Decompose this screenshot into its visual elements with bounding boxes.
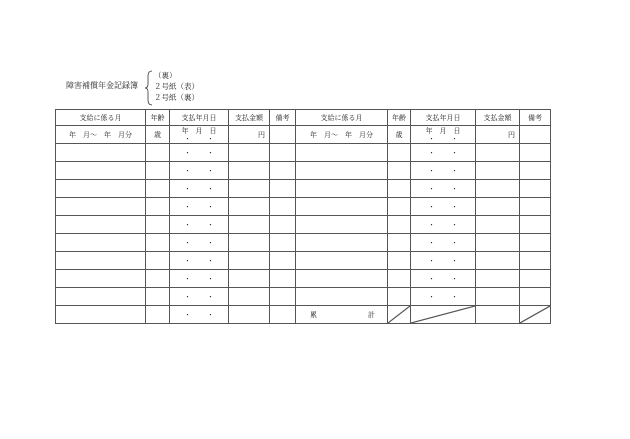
month-cell[interactable] [56,216,146,234]
date-dot: ・ [428,134,435,143]
age-cell[interactable] [146,144,170,162]
amount-unit-label: 円 [476,126,520,144]
date-dot: ・ [428,220,435,229]
date-dot: ・ [184,274,191,283]
ledger-row [56,270,551,288]
month-cell[interactable] [56,234,146,252]
date-dot: ・ [184,202,191,211]
date-dot: ・ [207,274,214,283]
remarks-cell[interactable] [520,288,551,306]
pay-date-cell[interactable] [411,216,476,234]
date-dot: ・ [428,166,435,175]
amount-cell[interactable] [476,144,520,162]
pay-date-cell[interactable] [170,234,229,252]
remarks-cell [520,126,551,144]
age-unit-label: 歳 [388,126,411,144]
date-dot: ・ [184,256,191,265]
remarks-cell[interactable] [520,234,551,252]
amount-cell[interactable] [229,234,270,252]
form-type-item: ２号紙（裏） [154,93,199,102]
remarks-cell[interactable] [520,180,551,198]
date-dot: ・ [184,292,191,301]
pay-date-cell[interactable] [170,180,229,198]
date-separator-dots [170,220,228,230]
brace-icon [144,70,154,106]
month-cell[interactable] [296,270,388,288]
date-dot: ・ [451,202,458,211]
ledger-row [56,288,551,306]
date-separator-dots [170,310,228,320]
date-separator-dots [411,274,475,284]
month-cell[interactable] [296,180,388,198]
ledger-row [56,216,551,234]
date-dot: ・ [207,184,214,193]
age-cell[interactable] [388,198,411,216]
diagonal-line [388,306,410,323]
age-cell[interactable] [146,216,170,234]
date-dot: ・ [451,166,458,175]
month-cell[interactable] [296,198,388,216]
unit-row [56,126,551,144]
pay-date-cell[interactable] [170,198,229,216]
date-dot: ・ [451,184,458,193]
month-range-label: 年 月〜 年 月分 [56,126,146,144]
col-header-month: 支給に係る月 [56,110,146,126]
pay-date-cell[interactable] [170,216,229,234]
date-dot: ・ [207,166,214,175]
disabled-pay-date-cell [411,306,476,324]
date-dot: ・ [451,274,458,283]
date-separator-dots [411,184,475,194]
ledger-row [56,180,551,198]
amount-cell[interactable] [476,288,520,306]
age-cell[interactable] [388,162,411,180]
col-header-remarks: 備考 [270,110,296,126]
month-cell[interactable] [296,234,388,252]
remarks-cell[interactable] [270,198,296,216]
remarks-cell[interactable] [270,306,296,324]
pay-date-cell[interactable] [411,288,476,306]
age-unit-label: 歳 [146,126,170,144]
date-separator-dots [170,238,228,248]
month-cell[interactable] [56,252,146,270]
date-dot: ・ [428,274,435,283]
remarks-cell[interactable] [270,180,296,198]
total-label-2: 計 [368,311,375,319]
month-cell[interactable] [56,270,146,288]
month-range-label: 年 月〜 年 月分 [296,126,388,144]
ledger-row [56,162,551,180]
age-cell[interactable] [146,252,170,270]
date-dot: ・ [428,292,435,301]
col-header-amount: 支払金額 [229,110,270,126]
remarks-cell[interactable] [270,144,296,162]
remarks-cell[interactable] [520,270,551,288]
amount-cell[interactable] [476,252,520,270]
month-cell[interactable] [56,306,146,324]
date-separator-dots [411,166,475,176]
amount-cell[interactable] [229,288,270,306]
month-cell[interactable] [296,288,388,306]
col-header-age: 年齢 [146,110,170,126]
date-dot: ・ [207,256,214,265]
disabled-remarks-cell [520,306,551,324]
date-dot: ・ [207,148,214,157]
date-dot: ・ [428,148,435,157]
ledger-table [55,109,551,324]
amount-cell[interactable] [476,162,520,180]
amount-cell[interactable] [229,252,270,270]
date-dot: ・ [184,310,191,319]
date-dot: ・ [207,238,214,247]
age-cell[interactable] [388,234,411,252]
date-dot: ・ [207,310,214,319]
disabled-age-cell [388,306,411,324]
date-separator-dots [170,166,228,176]
form-type-item: （裏） [154,71,177,80]
date-dot: ・ [451,220,458,229]
month-cell[interactable] [296,162,388,180]
date-dot: ・ [451,238,458,247]
pay-date-unit-text: 年 月 日 [181,126,217,135]
age-cell[interactable] [146,162,170,180]
age-cell[interactable] [146,270,170,288]
amount-cell[interactable] [229,162,270,180]
total-amount-cell[interactable] [476,306,520,324]
date-dot: ・ [184,184,191,193]
col-header-age: 年齢 [388,110,411,126]
month-cell[interactable] [56,288,146,306]
pay-date-cell[interactable] [411,234,476,252]
date-separator-dots [170,184,228,194]
date-separator-dots [170,274,228,284]
amount-cell[interactable] [476,180,520,198]
date-dot: ・ [184,134,191,143]
amount-cell[interactable] [229,270,270,288]
amount-cell[interactable] [476,216,520,234]
date-separator-dots [411,220,475,230]
age-cell[interactable] [146,198,170,216]
date-dot: ・ [207,292,214,301]
date-dot: ・ [451,292,458,301]
age-cell[interactable] [146,306,170,324]
amount-cell[interactable] [476,234,520,252]
remarks-cell[interactable] [270,234,296,252]
age-cell[interactable] [146,234,170,252]
age-cell[interactable] [388,288,411,306]
amount-cell[interactable] [476,270,520,288]
pay-date-cell[interactable] [170,144,229,162]
date-separator-dots [170,135,228,143]
pay-date-cell[interactable] [411,180,476,198]
age-cell[interactable] [388,144,411,162]
date-dot: ・ [184,166,191,175]
age-cell[interactable] [388,252,411,270]
ledger-row [56,252,551,270]
form-type-item: ２号紙（表） [154,82,199,91]
header-row [56,110,551,126]
form-type-list [154,70,199,103]
date-dot: ・ [428,238,435,247]
date-separator-dots [411,292,475,302]
month-cell[interactable] [56,144,146,162]
age-cell[interactable] [146,180,170,198]
diagonal-line [520,306,550,323]
col-header-remarks: 備考 [520,110,551,126]
col-header-month: 支給に係る月 [296,110,388,126]
remarks-cell[interactable] [270,288,296,306]
remarks-cell[interactable] [270,252,296,270]
date-separator-dots [411,238,475,248]
ledger-row [56,198,551,216]
pay-date-cell[interactable] [411,198,476,216]
date-dot: ・ [184,220,191,229]
remarks-cell[interactable] [270,162,296,180]
col-header-amount: 支払金額 [476,110,520,126]
pay-date-cell[interactable] [411,270,476,288]
amount-unit-label: 円 [229,126,270,144]
month-cell[interactable] [56,180,146,198]
date-separator-dots [411,135,475,143]
remarks-cell [270,126,296,144]
age-cell[interactable] [146,288,170,306]
remarks-cell[interactable] [520,198,551,216]
date-separator-dots [170,256,228,266]
pay-date-cell[interactable] [170,306,229,324]
date-separator-dots [411,202,475,212]
col-header-pay-date: 支払年月日 [170,110,229,126]
month-cell[interactable] [296,216,388,234]
date-dot: ・ [428,256,435,265]
pay-date-unit-label [411,126,476,144]
date-separator-dots [170,292,228,302]
date-dot: ・ [207,202,214,211]
ledger-row [56,234,551,252]
pay-date-cell[interactable] [170,162,229,180]
diagonal-line [411,306,475,323]
date-dot: ・ [428,202,435,211]
remarks-cell[interactable] [270,270,296,288]
remarks-cell[interactable] [520,144,551,162]
amount-cell[interactable] [476,198,520,216]
ledger-title: 障害補償年金記録簿 [66,81,138,90]
date-dot: ・ [451,134,458,143]
pay-date-cell[interactable] [411,162,476,180]
total-row [56,306,551,324]
pay-date-unit-text: 年 月 日 [425,126,461,135]
date-dot: ・ [207,220,214,229]
remarks-cell[interactable] [520,252,551,270]
date-dot: ・ [451,256,458,265]
pay-date-cell[interactable] [170,288,229,306]
month-cell[interactable] [296,252,388,270]
month-cell[interactable] [296,144,388,162]
pay-date-cell[interactable] [170,252,229,270]
month-cell[interactable] [56,162,146,180]
amount-cell[interactable] [229,180,270,198]
ledger-row [56,144,551,162]
date-separator-dots [170,202,228,212]
date-dot: ・ [428,184,435,193]
month-cell[interactable] [56,198,146,216]
total-label-cell [296,306,388,324]
date-dot: ・ [451,148,458,157]
total-label-1: 累 [310,311,317,319]
remarks-cell[interactable] [270,216,296,234]
pay-date-unit-label [170,126,229,144]
pay-date-cell[interactable] [411,144,476,162]
remarks-cell[interactable] [520,162,551,180]
date-dot: ・ [184,238,191,247]
amount-cell[interactable] [229,216,270,234]
amount-cell[interactable] [229,198,270,216]
date-separator-dots [411,256,475,266]
amount-cell[interactable] [229,144,270,162]
date-dot: ・ [207,134,214,143]
pay-date-cell[interactable] [411,252,476,270]
date-dot: ・ [184,148,191,157]
age-cell[interactable] [388,270,411,288]
date-separator-dots [411,148,475,158]
date-separator-dots [170,148,228,158]
col-header-pay-date: 支払年月日 [411,110,476,126]
age-cell[interactable] [388,180,411,198]
remarks-cell[interactable] [520,216,551,234]
pay-date-cell[interactable] [170,270,229,288]
age-cell[interactable] [388,216,411,234]
amount-cell[interactable] [229,306,270,324]
